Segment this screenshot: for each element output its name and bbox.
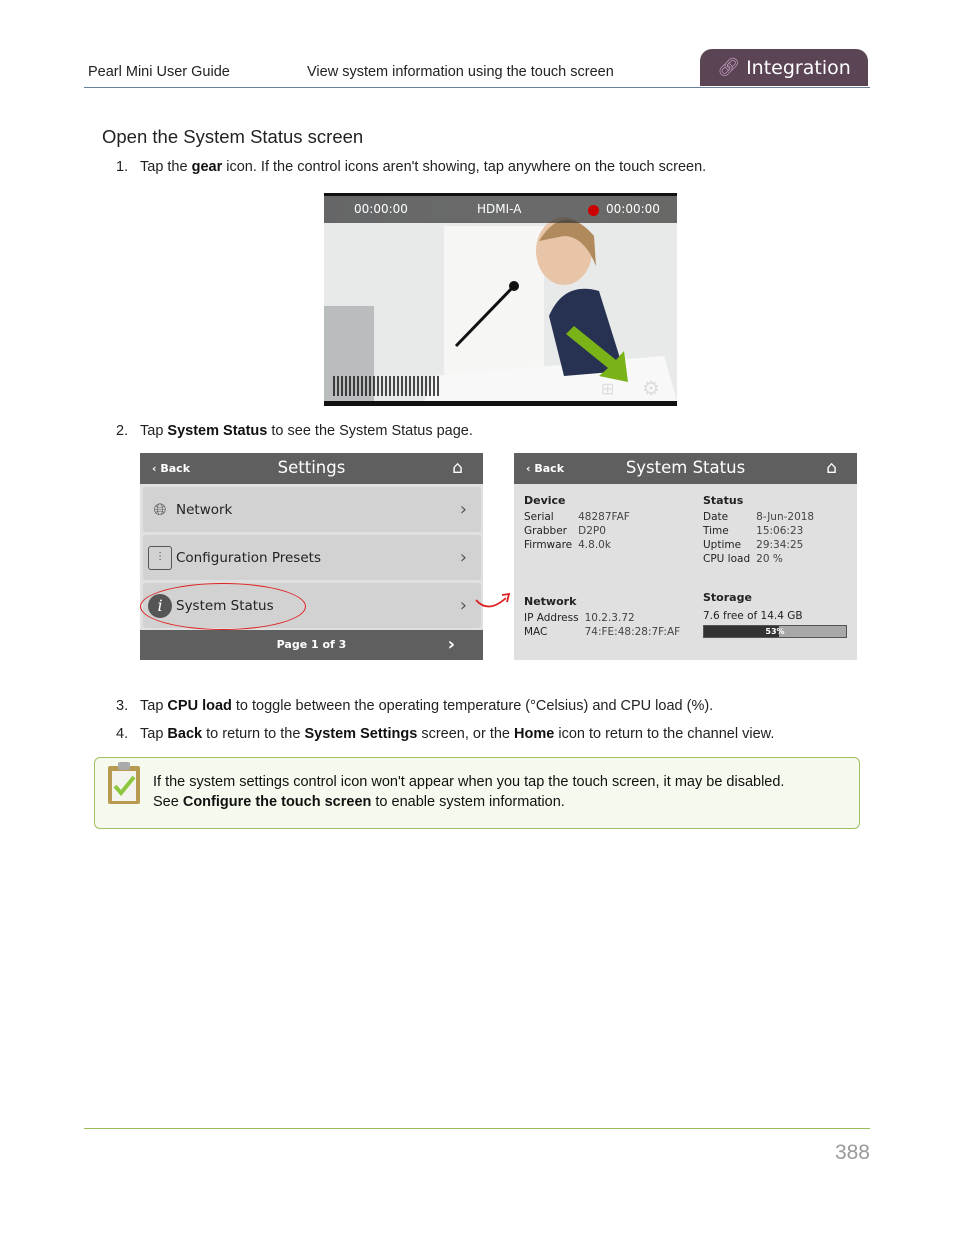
step-text: to toggle between the operating temperature (°Celsius) and CPU load (%). <box>231 698 714 714</box>
left-timer: 00:00:00 <box>354 202 408 216</box>
chevron-right-icon: › <box>459 547 467 568</box>
highlight-ellipse <box>140 583 306 630</box>
status-top-bar <box>514 453 857 484</box>
section-heading: Open the System Status screen <box>102 126 364 147</box>
network-section <box>524 595 680 639</box>
row-value: 15:06:23 <box>756 525 804 537</box>
row-label: MAC <box>524 626 548 638</box>
bold-term: Back <box>167 726 203 742</box>
item-label: Network <box>176 501 233 518</box>
status-row <box>524 611 680 625</box>
next-page-icon[interactable]: › <box>447 634 455 655</box>
step-text: icon. If the control icons aren't showing, tap anywhere on the touch screen. <box>222 159 707 175</box>
status-row <box>703 510 814 524</box>
home-icon[interactable]: ⌂ <box>452 458 463 478</box>
note-box <box>94 757 860 829</box>
link-icon: 🔗︎ <box>717 57 741 78</box>
settings-top-bar <box>140 453 483 484</box>
row-value: 74:FE:48:28:7F:AF <box>584 626 681 638</box>
clipboard-check-icon <box>106 760 142 806</box>
row-label: IP Address <box>524 612 579 624</box>
status-row <box>524 538 630 552</box>
row-value: 10.2.3.72 <box>584 612 635 624</box>
step-text: Tap <box>140 698 168 714</box>
bold-term: System Status <box>167 423 268 439</box>
back-label: Back <box>160 462 191 475</box>
settings-screenshot <box>140 453 483 660</box>
row-label: Grabber <box>524 525 567 537</box>
page-number: 388 <box>834 1141 870 1164</box>
status-row <box>524 510 630 524</box>
back-button[interactable]: ‹ Back <box>152 462 191 475</box>
row-label: Time <box>703 525 729 537</box>
storage-section <box>703 591 847 638</box>
info-icon: i <box>148 594 172 618</box>
system-status-screenshot <box>514 453 857 660</box>
back-button[interactable]: ‹ Back <box>526 462 565 475</box>
section-tab[interactable] <box>700 49 868 86</box>
settings-item-network[interactable] <box>143 487 481 532</box>
row-value: 8-Jun-2018 <box>756 511 815 523</box>
guide-title: Pearl Mini User Guide <box>88 64 230 80</box>
row-label: Firmware <box>524 539 573 551</box>
step-number: 1. <box>116 159 129 175</box>
step-text: Tap <box>140 726 168 742</box>
network-title: Network <box>524 595 577 608</box>
step-number: 4. <box>116 726 129 742</box>
step-4 <box>116 726 774 742</box>
row-label: Uptime <box>703 539 742 551</box>
bold-term: Home <box>514 726 555 742</box>
home-icon[interactable]: ⌂ <box>826 458 837 478</box>
status-row <box>524 625 680 639</box>
status-row <box>703 524 814 538</box>
storage-bar <box>703 625 847 638</box>
row-label: Serial <box>524 511 554 523</box>
status-row <box>524 524 630 538</box>
step-number: 3. <box>116 698 129 714</box>
footer-divider <box>84 1128 870 1129</box>
section-tab-label: Integration <box>746 56 851 79</box>
step-text: Tap <box>140 423 168 439</box>
status-title: Status <box>703 494 744 507</box>
note-post: to enable system information. <box>371 794 565 810</box>
note-pre: See <box>153 794 183 810</box>
item-label: Configuration Presets <box>176 549 321 566</box>
bold-term: CPU load <box>167 698 232 714</box>
bold-term: gear <box>191 159 223 175</box>
step-number: 2. <box>116 423 129 439</box>
status-row <box>703 538 814 552</box>
curved-arrow-icon <box>474 592 512 614</box>
row-value: 48287FAF <box>578 511 630 523</box>
status-row[interactable] <box>703 552 814 566</box>
note-line-1: If the system settings control icon won't appear when you tap the touch screen, it may be disabled. <box>153 774 785 790</box>
chevron-right-icon: › <box>459 499 467 520</box>
step-2 <box>116 423 473 439</box>
source-label: HDMI-A <box>477 202 522 216</box>
row-value: 29:34:25 <box>756 539 804 551</box>
header-divider <box>84 87 870 88</box>
record-dot-icon <box>588 205 599 216</box>
step-text: Tap the <box>140 159 192 175</box>
channel-view-screenshot <box>324 193 677 406</box>
globe-icon: 🌐︎ <box>153 499 167 519</box>
device-section <box>524 494 630 552</box>
settings-title: Settings <box>277 458 346 477</box>
chevron-right-icon: › <box>459 595 467 616</box>
row-value: 4.8.0k <box>578 539 611 551</box>
sliders-icon: ⫶ <box>148 546 172 570</box>
status-section <box>703 494 814 566</box>
channel-status-bar <box>324 196 677 223</box>
record-timer: 00:00:00 <box>606 202 660 216</box>
page-indicator <box>140 630 483 660</box>
back-label: Back <box>534 462 565 475</box>
row-label: Date <box>703 511 729 523</box>
device-title: Device <box>524 494 566 507</box>
settings-item-configuration-presets[interactable] <box>143 535 481 580</box>
bold-term: System Settings <box>304 726 418 742</box>
item-label: System Status <box>176 597 274 614</box>
step-1 <box>116 159 706 175</box>
row-value: 20 % <box>756 553 783 565</box>
storage-percent: 53% <box>765 627 785 636</box>
status-title: System Status <box>625 458 746 477</box>
layout-icon[interactable]: ⊞ <box>601 381 615 398</box>
configure-touch-screen-link[interactable]: Configure the touch screen <box>182 794 372 810</box>
step-text: icon to return to the channel view. <box>554 726 775 742</box>
row-value: D2P0 <box>578 525 606 537</box>
storage-title: Storage <box>703 591 752 604</box>
step-text: to return to the <box>202 726 305 742</box>
step-3 <box>116 698 713 714</box>
gear-icon[interactable]: ⚙ <box>642 378 660 400</box>
page-label: Page 1 of 3 <box>276 638 347 651</box>
page-topic: View system information using the touch screen <box>307 64 614 80</box>
step-text: to see the System Status page. <box>267 423 473 439</box>
note-line-2 <box>153 794 565 810</box>
row-label: CPU load <box>703 553 751 565</box>
storage-text: 7.6 free of 14.4 GB <box>703 610 803 622</box>
step-text: screen, or the <box>417 726 515 742</box>
